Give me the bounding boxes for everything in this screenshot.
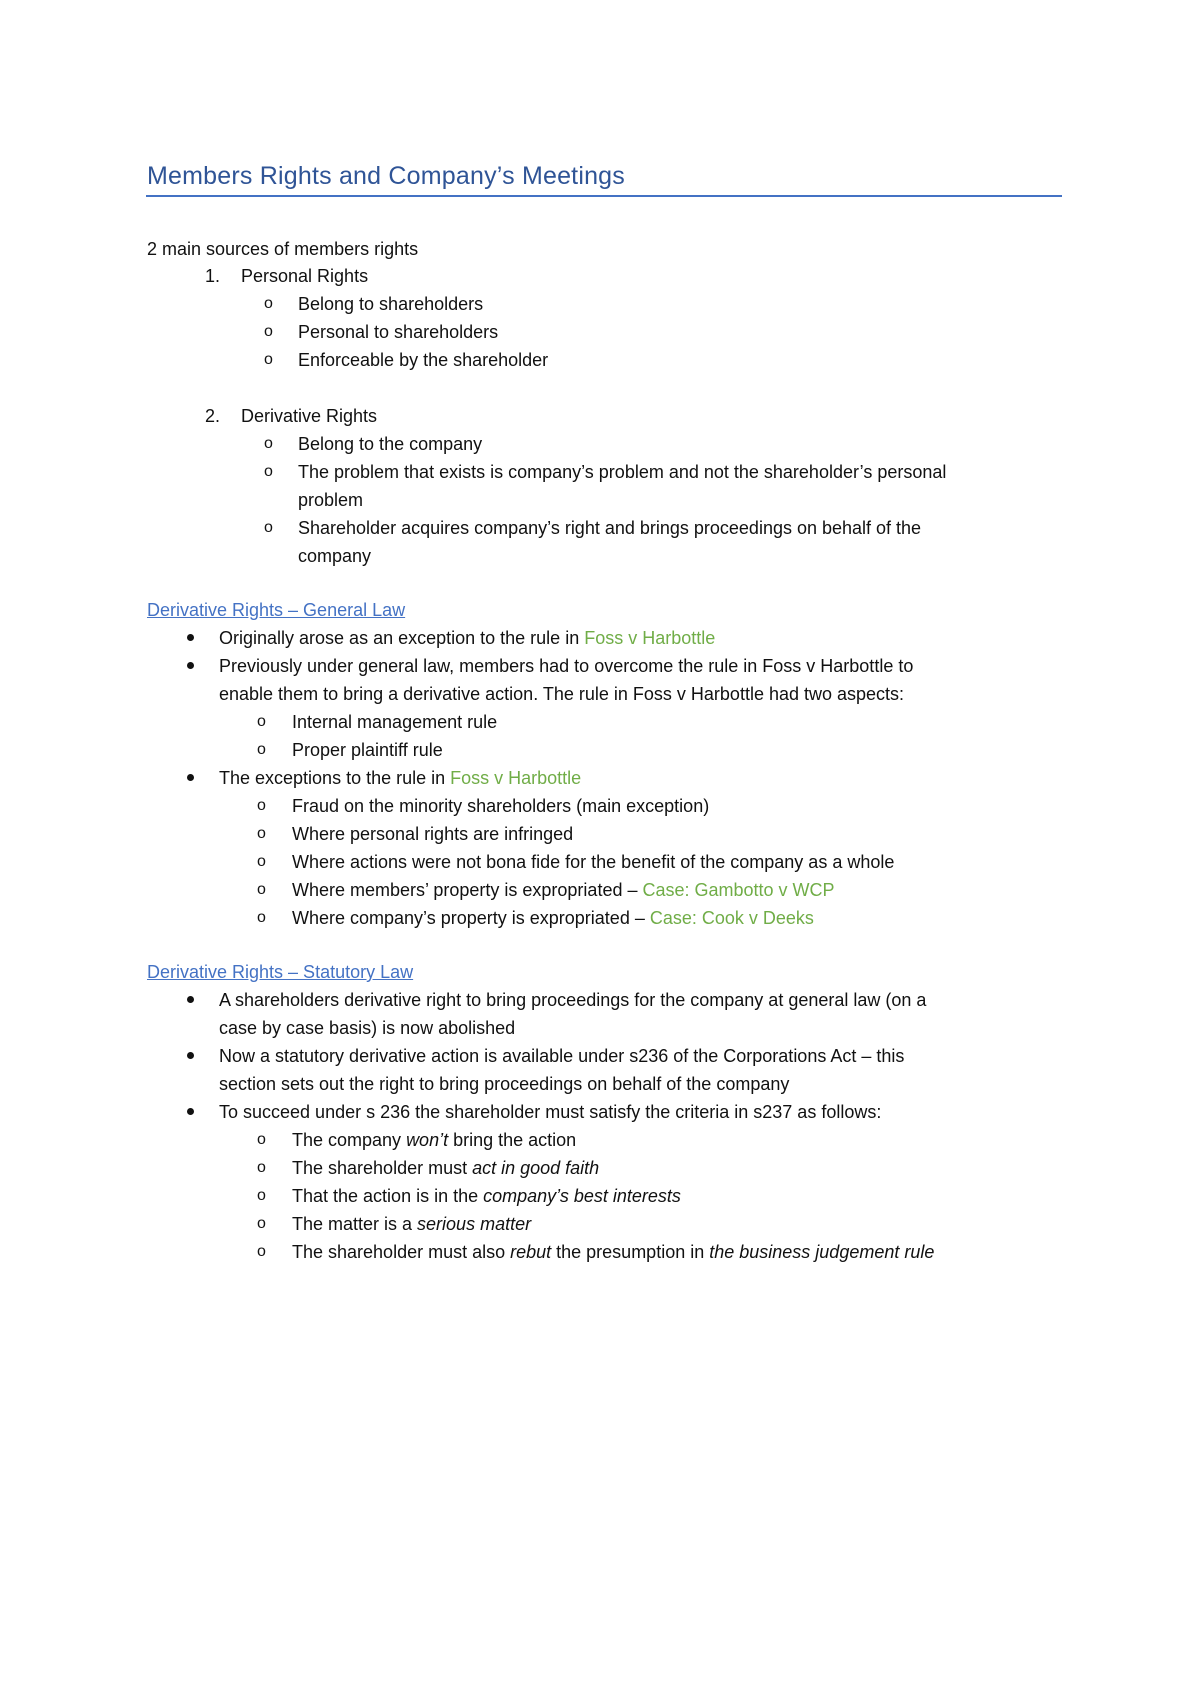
sub-bullet: o: [257, 797, 266, 814]
sub-bullet: o: [264, 295, 273, 312]
bullet-text-continued: case by case basis) is now abolished: [219, 1018, 516, 1038]
sub-bullet: o: [257, 881, 266, 898]
sub-bullet: o: [257, 825, 266, 842]
derivative-rights-label: Derivative Rights: [241, 406, 378, 426]
list-item: Belong to shareholders: [298, 294, 484, 314]
section-heading-statutory-law: Derivative Rights – Statutory Law: [147, 962, 414, 982]
bullet-text: Previously under general law, members had to overcome the rule in Foss v Harbottle to: [219, 656, 914, 676]
list-item: Fraud on the minority shareholders (main exception): [292, 796, 710, 816]
list-item: Internal management rule: [292, 712, 498, 732]
criteria-item: The company won’t bring the action: [292, 1130, 577, 1150]
sub-bullet: o: [257, 1131, 266, 1148]
list-number: 1.: [205, 266, 221, 286]
list-item: Where personal rights are infringed: [292, 824, 574, 844]
bullet-text: To succeed under s 236 the shareholder must satisfy the criteria in s237 as follows:: [219, 1102, 882, 1122]
list-item-continued: company: [298, 546, 372, 566]
case-name: Foss v Harbottle: [450, 768, 582, 788]
bullet: [187, 1108, 194, 1115]
bullet-text-continued: enable them to bring a derivative action. The rule in Foss v Harbottle had two aspects:: [219, 684, 905, 704]
sub-bullet: o: [257, 1159, 266, 1176]
sub-bullet: o: [257, 853, 266, 870]
intro-text: 2 main sources of members rights: [147, 239, 419, 259]
bullet: [187, 662, 194, 669]
criteria-item: That the action is in the company’s best interests: [292, 1186, 681, 1206]
title-underline: [146, 195, 1062, 197]
case-gambotto: Case: Gambotto v WCP: [642, 880, 835, 900]
bullet-text: A shareholders derivative right to bring proceedings for the company at general law (on a: [219, 990, 927, 1010]
list-item: Where members’ property is expropriated – Case: Gambotto v WCP: [292, 880, 835, 900]
sub-bullet: o: [257, 741, 266, 758]
sub-bullet: o: [257, 713, 266, 730]
list-number: 2.: [205, 406, 221, 426]
sub-bullet: o: [264, 323, 273, 340]
sub-bullet: o: [257, 909, 266, 926]
sub-bullet: o: [264, 435, 273, 452]
list-item: Proper plaintiff rule: [292, 740, 443, 760]
list-item: Shareholder acquires company’s right and brings proceedings on behalf of the: [298, 518, 922, 538]
bullet-text: Originally arose as an exception to the rule in Foss v Harbottle: [219, 628, 716, 648]
bullet: [187, 996, 194, 1003]
bullet-text: The exceptions to the rule in Foss v Harbottle: [219, 768, 582, 788]
list-item: Belong to the company: [298, 434, 483, 454]
criteria-item: The shareholder must act in good faith: [292, 1158, 600, 1178]
bullet-text-continued: section sets out the right to bring proceedings on behalf of the company: [219, 1074, 790, 1094]
list-item: Personal to shareholders: [298, 322, 499, 342]
page-title: Members Rights and Company’s Meetings: [147, 162, 625, 190]
sub-bullet: o: [257, 1187, 266, 1204]
case-name: Foss v Harbottle: [584, 628, 716, 648]
list-item: Enforceable by the shareholder: [298, 350, 549, 370]
section-heading-general-law: Derivative Rights – General Law: [147, 600, 406, 620]
list-item: The problem that exists is company’s problem and not the shareholder’s personal: [298, 462, 947, 482]
criteria-item: The matter is a serious matter: [292, 1214, 532, 1234]
personal-rights-label: Personal Rights: [241, 266, 369, 286]
bullet: [187, 774, 194, 781]
sub-bullet: o: [257, 1243, 266, 1260]
list-item: Where actions were not bona fide for the benefit of the company as a whole: [292, 852, 895, 872]
sub-bullet: o: [264, 519, 273, 536]
sub-bullet: o: [264, 463, 273, 480]
case-cook: Case: Cook v Deeks: [649, 908, 814, 928]
bullet: [187, 634, 194, 641]
sub-bullet: o: [257, 1215, 266, 1232]
sub-bullet: o: [264, 351, 273, 368]
criteria-item: The shareholder must also rebut the presumption in the business judgement rule: [292, 1242, 935, 1262]
bullet-text: Now a statutory derivative action is available under s236 of the Corporations Act – this: [219, 1046, 905, 1066]
list-item: Where company’s property is expropriated – Case: Cook v Deeks: [292, 908, 814, 928]
list-item-continued: problem: [298, 490, 364, 510]
bullet: [187, 1052, 194, 1059]
